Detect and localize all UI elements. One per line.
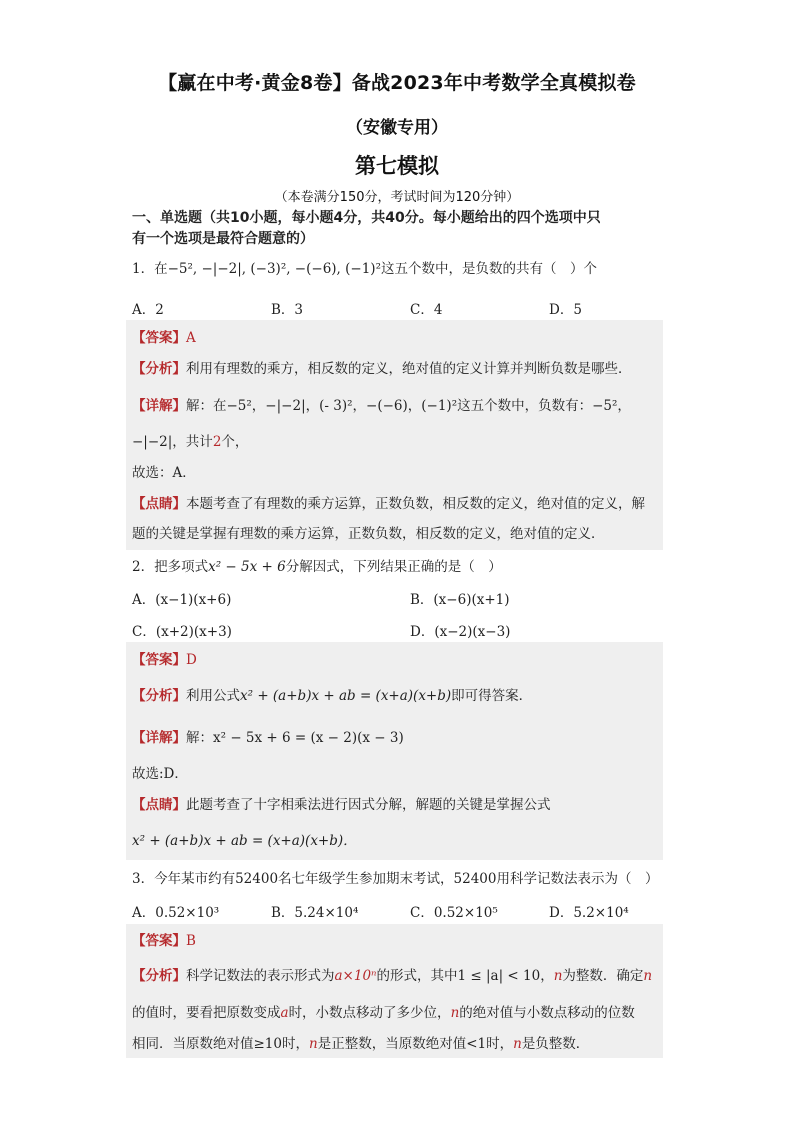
q3-option-c: C．0.52×10⁵	[410, 905, 498, 921]
q1-choose: 故选：A．	[132, 465, 196, 481]
q2-solution-box	[126, 642, 663, 860]
q3-option-d: D．5.2×10⁴	[549, 905, 629, 921]
q3-stem: 3．今年某市约有52400名七年级学生参加期末考试，52400用科学记数法表示为（ ）	[132, 871, 659, 887]
section-heading-line2: 有一个选项是最符合题意的）	[132, 231, 314, 247]
q2-choose: 故选:D．	[132, 766, 188, 782]
q2-option-a: A．(x−1)(x+6)	[132, 592, 232, 608]
q3-option-a: A．0.52×10³	[132, 905, 220, 921]
q1-expression: −5², −|−2|, (−3)², −(−6), (−1)²	[167, 261, 381, 277]
exam-subtitle: （安徽专用）	[346, 118, 448, 138]
q2-stem: 2．把多项式x² − 5x + 6分解因式，下列结果正确的是（ ）	[132, 559, 502, 575]
q3-analysis-line3: 相同．当原数绝对值≥10时，n是正整数，当原数绝对值<1时，n是负整数．	[132, 1036, 590, 1052]
section-heading-line1: 一、单选题（共10小题，每小题4分，共40分。每小题给出的四个选项中只	[132, 210, 601, 226]
q3-analysis-line1: 【分析】科学记数法的表示形式为a×10ⁿ的形式，其中1 ≤ |a| < 10，n为整数．确定n	[132, 968, 653, 984]
exam-title: 【赢在中考·黄金8卷】备战2023年中考数学全真模拟卷	[158, 72, 636, 94]
q2-polynomial: x² − 5x + 6	[208, 559, 286, 575]
q3-answer: 【答案】B	[132, 933, 196, 949]
q1-comment-line2: 题的关键是掌握有理数的乘方运算，正数负数，相反数的定义，绝对值的定义．	[132, 526, 605, 542]
q3-analysis-line2: 的值时，要看把原数变成a时，小数点移动了多少位，n的绝对值与小数点移动的位数	[132, 1005, 635, 1021]
exam-info: （本卷满分150分，考试时间为120分钟）	[274, 190, 520, 205]
paper-name: 第七模拟	[355, 154, 439, 178]
q2-analysis: 【分析】利用公式x² + (a+b)x + ab = (x+a)(x+b)即可得答案．	[132, 688, 533, 704]
q2-comment-formula: x² + (a+b)x + ab = (x+a)(x+b)．	[132, 833, 357, 849]
q2-formula: x² + (a+b)x + ab = (x+a)(x+b)	[240, 688, 452, 704]
q1-answer: 【答案】A	[132, 330, 196, 346]
q1-detail-line1: 【详解】解：在−5²，−|−2|，(- 3)²，−(−6)，(−1)²这五个数中，负数有：−5²，	[132, 398, 631, 414]
q1-option-b: B．3	[271, 302, 304, 318]
q2-option-c: C．(x+2)(x+3)	[132, 624, 232, 640]
q1-option-c: C．4	[410, 302, 443, 318]
q2-detail: 【详解】解：x² − 5x + 6 = (x − 2)(x − 3)	[132, 730, 404, 746]
q1-comment-line1: 【点睛】本题考查了有理数的乘方运算，正数负数，相反数的定义，绝对值的定义，解	[132, 496, 645, 512]
q3-option-b: B．5.24×10⁴	[271, 905, 359, 921]
q1-stem: 1．在−5², −|−2|, (−3)², −(−6), (−1)²这五个数中，是负数的共有（ ）个	[132, 261, 597, 277]
q2-option-b: B．(x−6)(x+1)	[410, 592, 510, 608]
q1-analysis: 【分析】利用有理数的乘方，相反数的定义，绝对值的定义计算并判断负数是哪些．	[132, 361, 632, 377]
q1-detail-line2: −|−2|，共计2个，	[132, 434, 249, 450]
q2-comment: 【点睛】此题考查了十字相乘法进行因式分解，解题的关键是掌握公式	[132, 797, 551, 813]
q1-option-a: A．2	[132, 302, 164, 318]
q1-option-d: D．5	[549, 302, 582, 318]
q2-answer: 【答案】D	[132, 652, 197, 668]
q2-option-d: D．(x−2)(x−3)	[410, 624, 511, 640]
